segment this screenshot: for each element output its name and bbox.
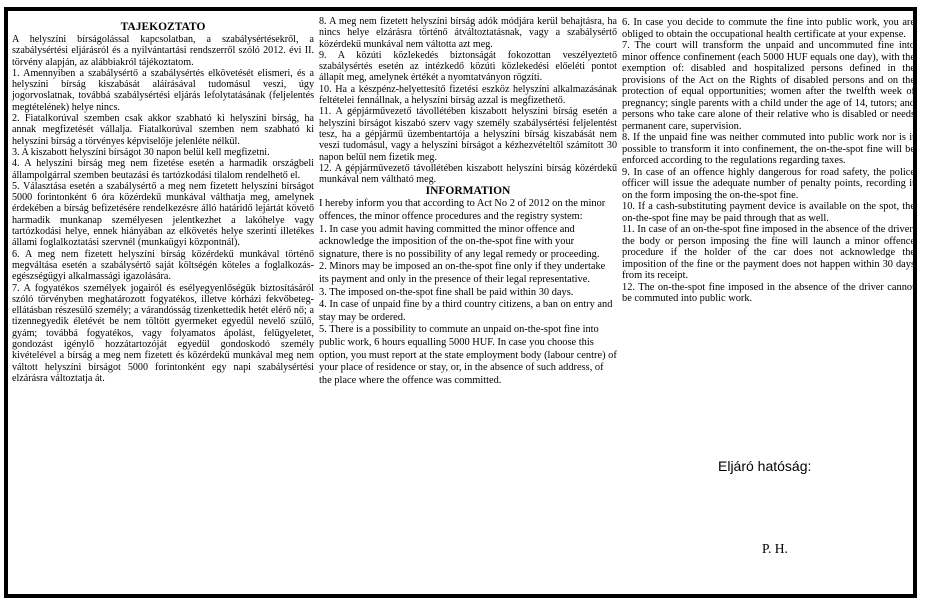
en-item-5: 5. There is a possibility to commute an unpaid on-the-spot fine into public work, 6 hours equalling 5000 HUF. In case you choose this option, you must report at the state employment body (labour centre) of your place of residence or stay, or, in the absence of such address, of the place where the offence was committed. — [319, 324, 617, 386]
en-item-7: 7. The court will transform the unpaid and uncommuted fine into minor offence confinement (each 5000 HUF equals one day), with the exemption of: disabled and hospitalized persons defined in the provisions of the Act on the Rights of disabled persons and on the protection of equal opportunities; women after the twelfth week of pregnancy; single parents with a child under the age of 14, tutors; and persons who take care alone of their relative who is disabled or needs permanent care, supervision. — [622, 40, 915, 132]
english-block-1 — [319, 198, 617, 387]
hungarian-title: TAJEKOZTATO — [120, 21, 206, 33]
hu-item-11: 11. A gépjárművezető távollétében kiszabott helyszíni bírság esetén a helyszíni bírságot kiszabó szerv vagy személy szabálysértési feljelentést tesz, ha a gépjármű üzembentartója a helyszíni bírság kiszabását nem veszi tudomásul, vagy a helyszíni bírságot a kézhezvételtől számított 30 napon belül nem fizetik meg. — [319, 106, 617, 163]
notice-frame — [4, 7, 917, 598]
hu-item-4: 4. A helyszíni bírság meg nem fizetése esetén a harmadik országbeli állampolgárral szemben beutazási és tartózkodási tilalom rendelhető el. — [12, 158, 314, 181]
hu-item-2: 2. Fiatalkorúval szemben csak akkor szabható ki helyszíni bírság, ha annak megfizetését vállalja. Fiatalkorúval szemben nem szabható ki helyszíni bírság a törvényes képviselője jelenléte nélkül. — [12, 113, 314, 147]
stamp-place-label: P. H. — [762, 541, 788, 556]
hu-item-5: 5. Választása esetén a szabálysértő a meg nem fizetett helyszíni bírságot 5000 forintonként 6 óra közérdekű munkával válthatja meg, amelynek érdekében a bírság befizetésére rendelkezésre álló határidő lejártát követő harmadik munkanap személyesen jelentkezhet a lakóhelye vagy tartózkodási helye, ennek hiányában az elkövetés helye szerinti illetékes állami foglalkoztatási szervnél (munkaügyi központnál). — [12, 180, 314, 249]
en-item-12: 12. The on-the-spot fine imposed in the absence of the driver cannot be commuted into public work. — [622, 281, 915, 304]
english-title: INFORMATION — [425, 185, 511, 198]
hungarian-column — [12, 17, 314, 384]
hu-item-10: 10. Ha a készpénz-helyettesítő fizetési eszköz helyszíni alkalmazásának feltételei fennállnak, a helyszíni bírság azzal is megfizethető. — [319, 83, 617, 107]
en-item-4: 4. In case of unpaid fine by a third country citizens, a ban on entry and stay may be ordered. — [319, 299, 613, 323]
en-item-8: 8. If the unpaid fine was neither commuted into public work nor is it possible to transform it into confinement, the on-the-spot fine will be enforced according to the regulations regarding taxes. — [622, 132, 915, 166]
middle-column — [319, 16, 617, 387]
en-item-3: 3. The imposed on-the-spot fine shall be paid within 30 days. — [319, 286, 574, 298]
en-item-6: 6. In case you decide to commute the fine into public work, you are obliged to obtain the occupational health certificate at your expense. — [622, 17, 915, 40]
english-intro: I hereby inform you that according to Act No 2 of 2012 on the minor offences, the minor offence procedures and the registry system: — [319, 198, 606, 223]
en-item-11: 11. In case of an on-the-spot fine imposed in the absence of the driver, the body or person imposing the fine will launch a minor offence procedure if the holder of the car does not acknowledge the imposition of the fine or the payment does not happen within 30 days from its receipt. — [622, 224, 915, 281]
hungarian-intro: A helyszíni bírságolással kapcsolatban, a szabálysértésekről, a szabálysértési eljárásról és a nyilvántartási rendszerről szóló 2012. évi II. törvény alapján, az alábbiakról tájékoztatom. — [12, 34, 314, 68]
hu-item-3: 3. A kiszabott helyszíni bírságot 30 napon belül kell megfizetni. — [12, 146, 270, 158]
en-item-10: 10. If a cash-substituting payment device is available on the spot, the on-the-spot fine may be paid through that as well. — [622, 201, 915, 224]
hu-item-7: 7. A fogyatékos személyek jogairól és esélyegyenlőségük biztosításáról szóló törvényben meghatározott fogyatékos, illetve kórházi fekvőbeteg-ellátásban részesülő személy; a várandósság tizenkettedik hetét elérő nő; a tizennegyedik életévét be nem töltött gyermeket egyedül nevelő szülő, gyám; továbbá fogyatékos, vagy folyamatos ápolást, felügyeletet, gondozást igénylő hozzátartozóját egyedül gondoskodó személy kivételével a bírság a meg nem fizetett és közérdekű munkával meg nem váltott helyszíni bírságot 5000 forintonként egy napi szabálysértési elzárásra változtatja át. — [12, 282, 314, 384]
english-column — [622, 17, 915, 305]
hu-item-12: 12. A gépjárművezető távollétében kiszabott helyszíni bírság közérdekű munkával nem váltható meg. — [319, 162, 617, 186]
en-item-2: 2. Minors may be imposed an on-the-spot fine only if they undertake its payment and only in the presence of their legal representative. — [319, 261, 606, 286]
acting-authority-label: Eljáró hatóság: — [718, 458, 812, 474]
en-item-9: 9. In case of an offence highly dangerous for road safety, the police officer will issue the adequate number of penalty points, recording it on the form imposing the on-the-spot fine. — [622, 166, 915, 201]
hu-item-9: 9. A közúti közlekedés biztonságát fokozottan veszélyeztető szabálysértés esetén az intézkedő közúti közlekedési előeléti pontot állapít meg, amelynek értékét a nyomtatványon rögzíti. — [319, 49, 617, 84]
hu-item-8: 8. A meg nem fizetett helyszíni bírság adók módjára kerül behajtásra, ha nincs helye elzárásra történő átváltoztatásnak, vagy a szabálysértő közérdekű munkával nem váltotta azt meg. — [319, 16, 617, 50]
en-item-1: 1. In case you admit having committed the minor offence and acknowledge the imposition of the on-the-spot fine with your signature, there is no possibility of any legal remedy or proceeding. — [319, 223, 600, 260]
hu-item-6: 6. A meg nem fizetett helyszíni bírság közérdekű munkával történő megváltása esetén a szabálysértő saját költségén köteles a foglalkozás-egészségügyi alkalmassági igazolására. — [12, 248, 314, 283]
hu-item-1: 1. Amennyiben a szabálysértő a szabálysértés elkövetését elismeri, és a helyszíni bírság kiszabását aláírásával tudomásul veszi, úgy jogorvoslatnak, továbbá szabálysértési eljárás lefolytatásának (feljelentés megtételének) helye nincs. — [12, 67, 314, 113]
